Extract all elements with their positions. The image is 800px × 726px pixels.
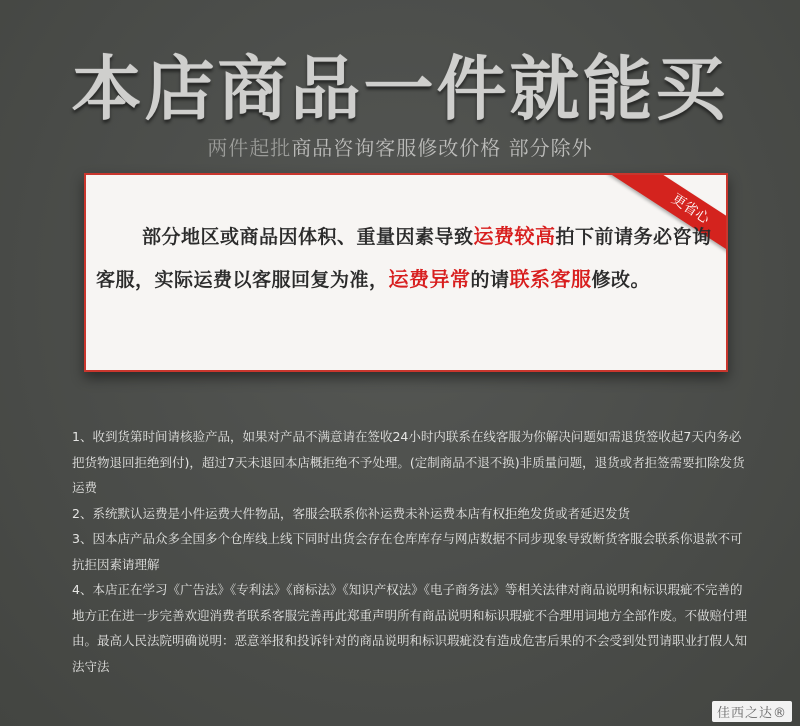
notice-segments xyxy=(96,226,712,291)
notice-segment: 拍下前请务必咨询客服，实际运费以客服回复为准， xyxy=(96,226,712,291)
subtitle-wholesale-note: 两件起批 xyxy=(207,136,292,160)
shipping-notice-card xyxy=(84,173,728,372)
notice-segment: 修改。 xyxy=(591,269,651,291)
terms-item-4: 4、本店正在学习《广告法》《专利法》《商标法》《知识产权法》《电子商务法》等相关法律对商品说明和标识瑕疵不完善的地方正在进一步完善欢迎消费者联系客服完善再此郑重声明所有商品说明和标识瑕疵不合理用词地方全部作废。不做赔付理由。最高人民法院明确说明：恶意举报和投诉针对的商品说明和标识瑕疵没有造成危害后果的不会受到处罚请职业打假人知法守法 xyxy=(72,582,748,674)
page-subtitle xyxy=(0,134,800,162)
notice-highlight: 联系客服 xyxy=(509,267,592,291)
terms-item-2: 2、系统默认运费是小件运费大件物品，客服会联系你补运费未补运费本店有权拒绝发货或者延迟发货 xyxy=(72,505,630,521)
shipping-notice-text xyxy=(96,215,716,301)
terms-item-1: 1、收到货第时间请核验产品，如果对产品不满意请在签收24小时内联系在线客服为你解决问题如需退货签收起7天内务必把货物退回拒绝到付)，超过7天未退回本店概拒绝不予处理。(定制商品不退不换)非质量问题，退货或者拒签需要扣除发货运费 xyxy=(72,429,745,495)
subtitle-price-note: 商品咨询客服修改价格 部分除外 xyxy=(291,136,593,160)
page-title: 本店商品一件就能买 xyxy=(71,48,729,130)
store-terms xyxy=(72,424,752,679)
notice-highlight: 运费较高 xyxy=(473,224,556,248)
notice-segment: 部分地区或商品因体积、重量因素导致 xyxy=(142,226,474,248)
brand-watermark: 佳西之达® xyxy=(712,701,792,722)
notice-highlight: 运费异常 xyxy=(388,267,471,291)
terms-item-3: 3、因本店产品众多全国多个仓库线上线下同时出货会存在仓库库存与网店数据不同步现象导致断货客服会联系你退款不可抗拒因素请理解 xyxy=(72,531,743,572)
ribbon-label: 更省心 xyxy=(668,191,713,228)
notice-segment: 的请 xyxy=(470,269,510,291)
